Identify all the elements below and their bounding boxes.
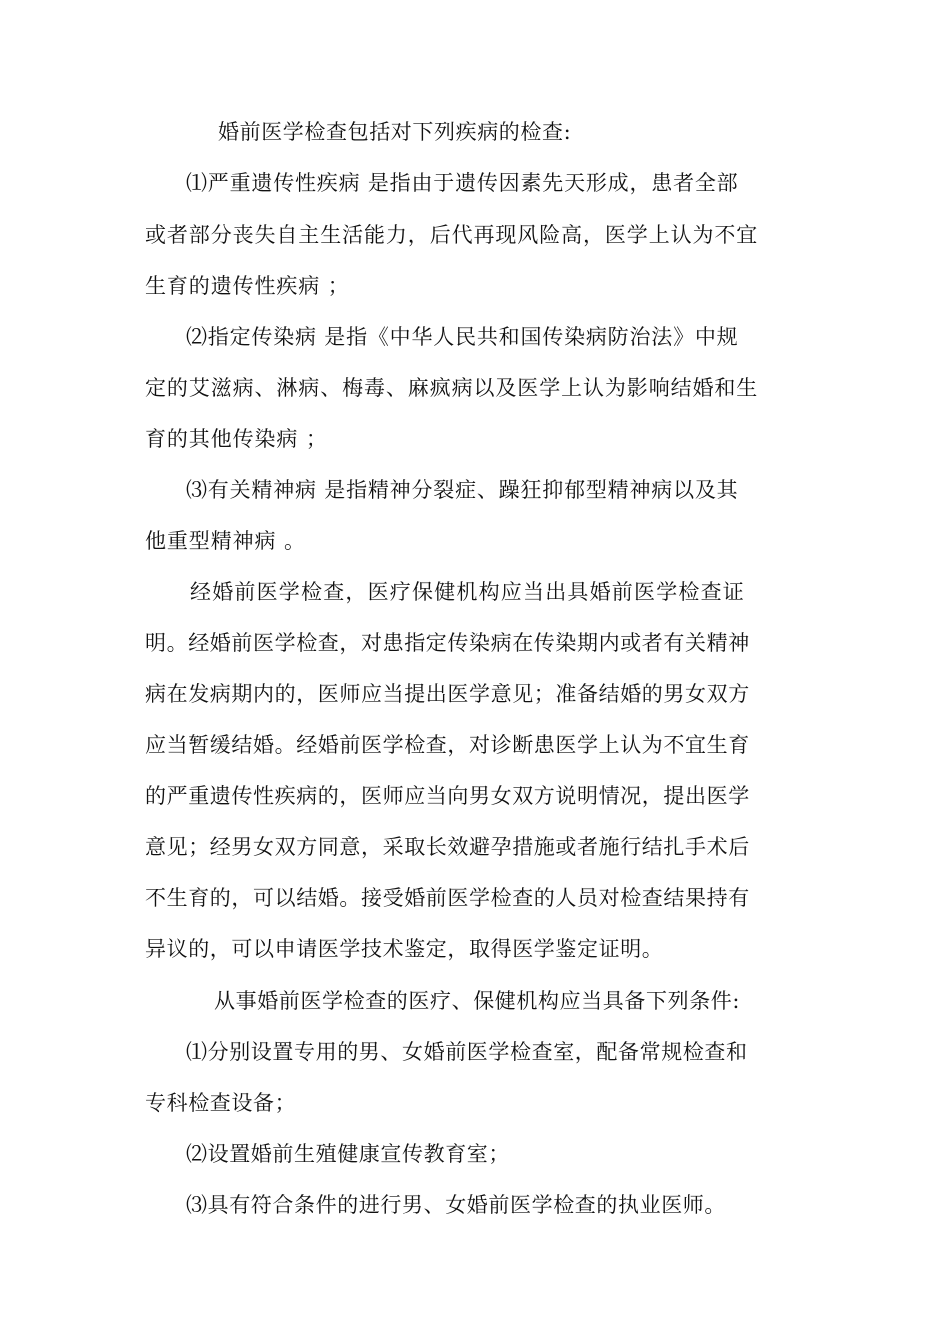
text-line: 的严重遗传性疾病的，医师应当向男女双方说明情况，提出医学: [145, 784, 750, 808]
text-line: 病在发病期内的，医师应当提出医学意见；准备结婚的男女双方: [145, 682, 750, 706]
text-line: 婚前医学检查包括对下列疾病的检查:: [218, 120, 572, 144]
text-line: 他重型精神病 。: [145, 529, 306, 553]
text-line: 育的其他传染病 ；: [145, 427, 328, 451]
text-line: 意见；经男女双方同意，采取长效避孕措施或者施行结扎手术后: [145, 835, 750, 859]
text-line: 专科检查设备；: [145, 1091, 297, 1115]
text-line: 不生育的，可以结婚。接受婚前医学检查的人员对检查结果持有: [145, 886, 750, 910]
text-line: ⑵设置婚前生殖健康宣传教育室；: [186, 1142, 510, 1166]
text-line: ⑴分别设置专用的男、女婚前医学检查室，配备常规检查和: [186, 1040, 748, 1064]
text-line: 异议的，可以申请医学技术鉴定，取得医学鉴定证明。: [145, 937, 664, 961]
text-line: 生育的遗传性疾病 ；: [145, 274, 350, 298]
text-line: 或者部分丧失自主生活能力，后代再现风险高，医学上认为不宜: [145, 223, 759, 247]
text-line: ⑶具有符合条件的进行男、女婚前医学检查的执业医师。: [186, 1193, 726, 1217]
text-line: 定的艾滋病、淋病、梅毒、麻疯病以及医学上认为影响结婚和生: [145, 376, 759, 400]
text-line: 应当暂缓结婚。经婚前医学检查，对诊断患医学上认为不宜生育: [145, 733, 750, 757]
text-line: ⑴严重遗传性疾病 是指由于遗传因素先天形成，患者全部: [186, 171, 739, 195]
text-line: 从事婚前医学检查的医疗、保健机构应当具备下列条件:: [214, 989, 741, 1013]
text-line: ⑵指定传染病 是指《中华人民共和国传染病防治法》中规: [186, 325, 739, 349]
text-line: ⑶有关精神病 是指精神分裂症、躁狂抑郁型精神病以及其: [186, 478, 739, 502]
text-line: 明。经婚前医学检查，对患指定传染病在传染期内或者有关精神: [145, 631, 750, 655]
text-line: 经婚前医学检查，医疗保健机构应当出具婚前医学检查证: [190, 580, 745, 604]
